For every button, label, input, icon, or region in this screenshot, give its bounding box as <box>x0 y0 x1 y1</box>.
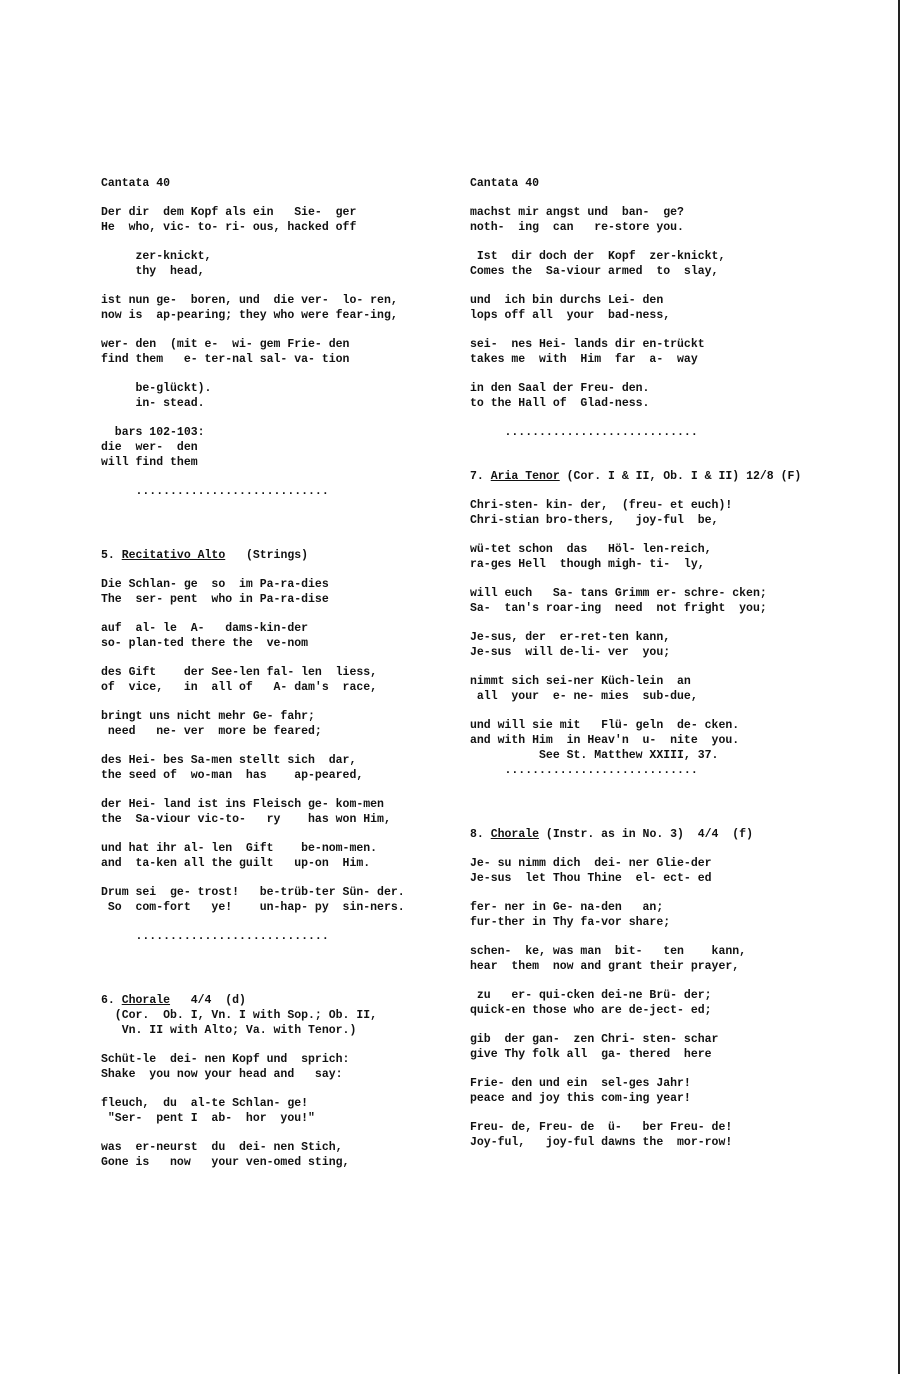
text-line: now is ap-pearing; they who were fear-ing, <box>101 309 398 322</box>
text-line: Vn. II with Alto; Va. with Tenor.) <box>101 1024 357 1037</box>
text-line: fleuch, du al-te Schlan- ge! <box>101 1097 309 1110</box>
section-heading: 8. Chorale (Instr. as in No. 3) 4/4 (f) <box>470 828 753 841</box>
text-line: wer- den (mit e- wi- gem Frie- den <box>101 338 350 351</box>
text-line: und ich bin durchs Lei- den <box>470 294 664 307</box>
text-line: fur-ther in Thy fa-vor share; <box>470 916 671 929</box>
text-line: and ta-ken all the guilt up-on Him. <box>101 857 371 870</box>
text-line: Freu- de, Freu- de ü- ber Freu- de! <box>470 1121 733 1134</box>
text-line: the seed of wo-man has ap-peared, <box>101 769 364 782</box>
text-line: und will sie mit Flü- geln de- cken. <box>470 719 740 732</box>
text-line: thy head, <box>101 265 205 278</box>
text-line: Sa- tan's roar-ing need not fright you; <box>470 602 767 615</box>
text-line: lops off all your bad-ness, <box>470 309 671 322</box>
text-line: So com-fort ye! un-hap- py sin-ners. <box>101 901 405 914</box>
text-line: Schüt-le dei- nen Kopf und sprich: <box>101 1053 350 1066</box>
text-line: des Hei- bes Sa-men stellt sich dar, <box>101 754 357 767</box>
text-line: takes me with Him far a- way <box>470 353 698 366</box>
text-line: He who, vic- to- ri- ous, hacked off <box>101 221 357 234</box>
divider: ............................ <box>470 764 698 777</box>
left-column <box>101 170 446 1170</box>
section-heading: 5. Recitativo Alto (Strings) <box>101 549 309 562</box>
section-heading: 6. Chorale 4/4 (d) <box>101 994 246 1007</box>
text-line: Comes the Sa-viour armed to slay, <box>470 265 719 278</box>
text-line: ist nun ge- boren, und die ver- lo- ren, <box>101 294 398 307</box>
right-header: Cantata 40 <box>470 177 540 190</box>
text-line: wü-tet schon das Höl- len-reich, <box>470 543 712 556</box>
text-line: The ser- pent who in Pa-ra-dise <box>101 593 329 606</box>
text-line: hear them now and grant their prayer, <box>470 960 740 973</box>
text-line: and with Him in Heav'n u- nite you. <box>470 734 740 747</box>
text-line: need ne- ver more be feared; <box>101 725 322 738</box>
section-title: Chorale <box>121 994 171 1007</box>
text-line: der Hei- land ist ins Fleisch ge- kom-men <box>101 798 384 811</box>
text-line: zu er- qui-cken dei-ne Brü- der; <box>470 989 712 1002</box>
text-line: schen- ke, was man bit- ten kann, <box>470 945 747 958</box>
text-line: give Thy folk all ga- thered here <box>470 1048 712 1061</box>
text-line: noth- ing can re-store you. <box>470 221 684 234</box>
text-line: die wer- den <box>101 441 198 454</box>
text-line: Je-sus will de-li- ver you; <box>470 646 671 659</box>
text-line: Chri-stian bro-thers, joy-ful be, <box>470 514 719 527</box>
text-line: zer-knickt, <box>101 250 212 263</box>
text-line: und hat ihr al- len Gift be-nom-men. <box>101 842 378 855</box>
text-line: peace and joy this com-ing year! <box>470 1092 691 1105</box>
text-line: will find them <box>101 456 198 469</box>
text-line: of vice, in all of A- dam's race, <box>101 681 378 694</box>
text-line: Die Schlan- ge so im Pa-ra-dies <box>101 578 329 591</box>
section-title: Aria Tenor <box>490 470 560 483</box>
text-line: bars 102-103: <box>101 426 205 439</box>
text-line: Je-sus let Thou Thine el- ect- ed <box>470 872 712 885</box>
text-line: Shake you now your head and say: <box>101 1068 343 1081</box>
text-line: to the Hall of Glad-ness. <box>470 397 650 410</box>
text-line: was er-neurst du dei- nen Stich, <box>101 1141 343 1154</box>
reference-note: See St. Matthew XXIII, 37. <box>470 749 719 762</box>
text-line: Ist dir doch der Kopf zer-knickt, <box>470 250 726 263</box>
text-line: (Cor. Ob. I, Vn. I with Sop.; Ob. II, <box>101 1009 378 1022</box>
text-line: nimmt sich sei-ner Küch-lein an <box>470 675 691 688</box>
right-column <box>470 170 840 1150</box>
text-line: fer- ner in Ge- na-den an; <box>470 901 664 914</box>
text-line: Joy-ful, joy-ful dawns the mor-row! <box>470 1136 733 1149</box>
section-title: Chorale <box>490 828 540 841</box>
text-line: machst mir angst und ban- ge? <box>470 206 684 219</box>
text-line: the Sa-viour vic-to- ry has won Him, <box>101 813 391 826</box>
text-line: gib der gan- zen Chri- sten- schar <box>470 1033 719 1046</box>
text-line: in- stead. <box>101 397 205 410</box>
divider: ............................ <box>101 485 329 498</box>
divider: ............................ <box>101 930 329 943</box>
divider: ............................ <box>470 426 698 439</box>
text-line: will euch Sa- tans Grimm er- schre- cken; <box>470 587 767 600</box>
left-header: Cantata 40 <box>101 177 171 190</box>
text-line: so- plan-ted there the ve-nom <box>101 637 309 650</box>
text-line: ra-ges Hell though migh- ti- ly, <box>470 558 705 571</box>
text-line: Frie- den und ein sel-ges Jahr! <box>470 1077 691 1090</box>
text-line: "Ser- pent I ab- hor you!" <box>101 1112 315 1125</box>
text-line: Drum sei ge- trost! be-trüb-ter Sün- der. <box>101 886 405 899</box>
text-line: find them e- ter-nal sal- va- tion <box>101 353 350 366</box>
text-line: Gone is now your ven-omed sting, <box>101 1156 350 1169</box>
section-heading: 7. Aria Tenor (Cor. I & II, Ob. I & II) 12/8 (F) <box>470 470 802 483</box>
text-line: Je-sus, der er-ret-ten kann, <box>470 631 671 644</box>
text-line: auf al- le A- dams-kin-der <box>101 622 309 635</box>
text-line: des Gift der See-len fal- len liess, <box>101 666 378 679</box>
text-line: bringt uns nicht mehr Ge- fahr; <box>101 710 315 723</box>
text-line: in den Saal der Freu- den. <box>470 382 650 395</box>
text-line: all your e- ne- mies sub-due, <box>470 690 698 703</box>
text-line: sei- nes Hei- lands dir en-trückt <box>470 338 705 351</box>
text-line: quick-en those who are de-ject- ed; <box>470 1004 712 1017</box>
text-line: Je- su nimm dich dei- ner Glie-der <box>470 857 712 870</box>
text-line: be-glückt). <box>101 382 212 395</box>
text-line: Der dir dem Kopf als ein Sie- ger <box>101 206 357 219</box>
section-title: Recitativo Alto <box>121 549 226 562</box>
text-line: Chri-sten- kin- der, (freu- et euch)! <box>470 499 733 512</box>
